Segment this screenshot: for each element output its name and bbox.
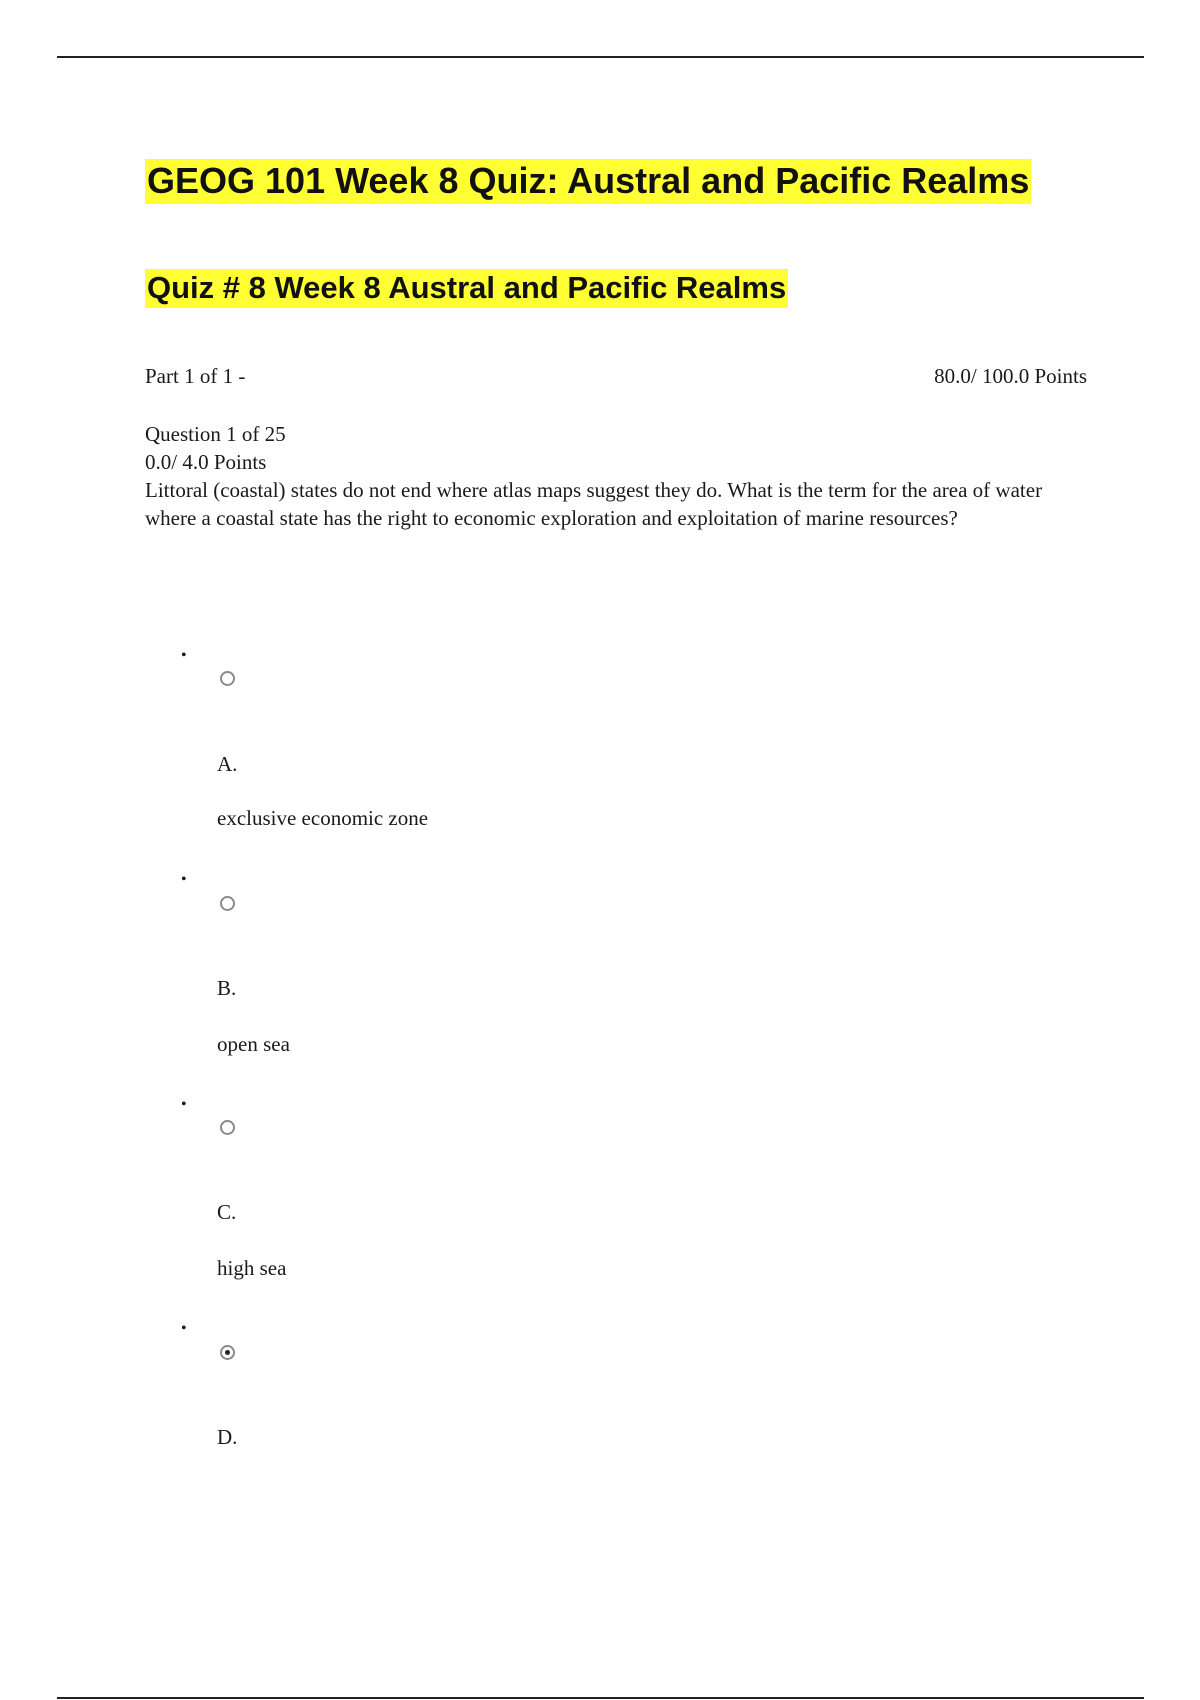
part-header <box>145 364 1087 389</box>
option-b-text: open sea <box>217 1032 290 1056</box>
option-a-text: exclusive economic zone <box>217 806 429 830</box>
option-d-letter: D. <box>217 1425 238 1449</box>
option-bullet: • <box>181 647 187 664</box>
option-a-letter: A. <box>217 752 238 776</box>
quiz-subtitle: Quiz # 8 Week 8 Austral and Pacific Realms <box>145 270 788 306</box>
bottom-rule <box>57 1697 1144 1699</box>
option-b-letter: B. <box>217 976 237 1000</box>
part-points: 80.0/ 100.0 Points <box>934 364 1087 388</box>
option-c-letter: C. <box>217 1200 237 1224</box>
option-bullet: • <box>181 1320 187 1337</box>
document-title: GEOG 101 Week 8 Quiz: Austral and Pacific Realms <box>145 160 1031 202</box>
question-text: Littoral (coastal) states do not end where atlas maps suggest they do. What is the term for the area of water where a coastal state has the right to economic exploration and exploitation of marine resources? <box>145 478 1043 530</box>
option-a-radio[interactable] <box>220 671 235 686</box>
option-bullet: • <box>181 1096 187 1113</box>
top-rule <box>57 56 1144 58</box>
option-c-text: high sea <box>217 1256 287 1280</box>
option-bullet: • <box>181 871 187 888</box>
question-points: 0.0/ 4.0 Points <box>145 450 267 474</box>
option-b-radio[interactable] <box>220 896 235 911</box>
question-number: Question 1 of 25 <box>145 422 286 446</box>
option-c-radio[interactable] <box>220 1120 235 1135</box>
question-block <box>145 420 1065 532</box>
part-label: Part 1 of 1 - <box>145 364 246 388</box>
option-d-radio[interactable] <box>220 1345 235 1360</box>
